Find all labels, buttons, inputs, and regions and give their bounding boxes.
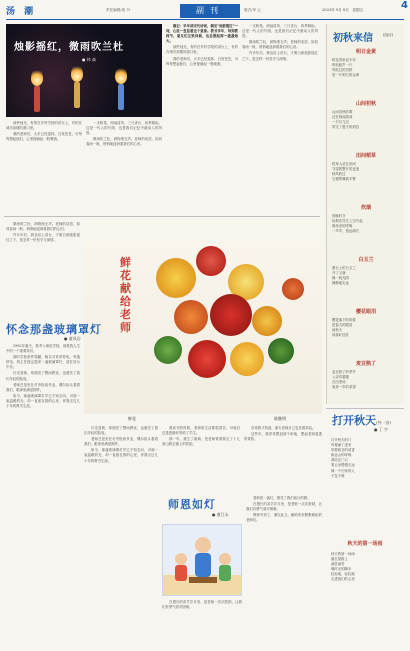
poem-line: 樱花落下的时候 bbox=[332, 318, 356, 322]
article-text-column bbox=[6, 222, 80, 316]
poem-line: 轻轻地，轻轻地 bbox=[331, 572, 355, 577]
poem-line: 带走了夏天的消息 bbox=[332, 125, 360, 130]
paragraph: 如今，那盏玻璃罩灯早已不知去向，可那一束温暖的光，却一直留在我的心里，伴我走过几十年的教书生涯。 bbox=[84, 448, 158, 463]
poem-section bbox=[327, 100, 405, 130]
article-text-column bbox=[162, 426, 322, 492]
sidebar-title: 初秋来信 bbox=[333, 33, 373, 44]
poem-line: 而秋天 bbox=[332, 328, 343, 333]
article-candlelight bbox=[6, 24, 318, 212]
photo-credit: 陈继明 bbox=[274, 416, 286, 421]
poem-line: 还在林间游荡 bbox=[332, 115, 353, 120]
section-divider bbox=[326, 408, 404, 409]
paragraph: 我的老师们，大多已经退休，白发苍苍，可每每想起他们，心里便涌起一股暖流。 bbox=[6, 132, 82, 142]
poem-title: 山间初秋 bbox=[355, 101, 376, 107]
poem-line: 落在屋檐上 bbox=[331, 557, 348, 562]
poem-line: 用落叶回应 bbox=[332, 333, 349, 338]
poem-title: 炊烟 bbox=[360, 205, 371, 211]
article-byline: ● 丁 宇 bbox=[374, 427, 389, 432]
poem-line: 稻花香里说丰年 bbox=[332, 58, 356, 62]
poem-lines bbox=[326, 552, 404, 583]
poem-line: 看云朵慢慢走远 bbox=[331, 463, 355, 468]
paragraph: 许多年后，我也站上讲台，才明白那烛影摇红之下，是怎样一份坚守与深情。 bbox=[6, 233, 80, 243]
poem-line: 静静地走远 bbox=[332, 281, 349, 286]
poem-line: 山间初秋的雾 bbox=[332, 110, 353, 114]
poem-line: 像时光的脚步 bbox=[331, 567, 352, 572]
photo-caption: 鲜花 bbox=[128, 416, 136, 421]
poem-line: 像一段光阴 bbox=[332, 276, 349, 281]
flame-icon bbox=[31, 68, 43, 86]
poem-title: 樱花眼泪 bbox=[355, 309, 376, 315]
rose-icon bbox=[196, 246, 226, 276]
poem-section bbox=[327, 360, 405, 390]
paragraph: 一支粉笔，两袖清风，三尺讲台，四季耕耘。这是一代人的写照，也是我们记忆中最动人的风景。 bbox=[86, 121, 162, 136]
leaf-icon bbox=[154, 336, 182, 364]
editor-credit: 责任编辑/周 丹 bbox=[106, 8, 130, 12]
article-title bbox=[332, 412, 391, 428]
poem-section bbox=[327, 256, 405, 286]
teacher-students-icon bbox=[163, 525, 242, 596]
paragraph: 老师是一盏灯，照亮了我们前行的路。 bbox=[253, 496, 311, 500]
poem-line: 不急不缓 bbox=[331, 473, 345, 478]
article-text-column bbox=[162, 600, 242, 644]
poem-line: 炊烟在村庄上空升起 bbox=[332, 219, 363, 224]
paragraph: 老师总是坐在灯旁批改作业，偶尔抬头看看我们，眼神里满是期许。 bbox=[6, 382, 80, 392]
poem-line: 父亲弯着腰 bbox=[332, 375, 349, 380]
publication-date: 2023年 9月 8日 星期五 bbox=[322, 8, 364, 12]
poem-line: 像母亲的呼唤 bbox=[332, 224, 353, 229]
poem-line: 是一片明日的金黄 bbox=[332, 73, 360, 78]
poem-line: 秋天的第一场雨 bbox=[331, 552, 355, 556]
paragraph: 这些年，我常常想起那个雨夜，想起老师湿透的背影。 bbox=[244, 432, 322, 442]
article-text-column bbox=[166, 24, 238, 212]
candle-icon bbox=[118, 84, 124, 110]
poem-line: 走进我们的心里 bbox=[331, 577, 355, 582]
article-lead: 题记：早年读宋代诗词，偶见“烛影摇红”一词，心里一直挂着这个意象。教书多年，每到教师节，朋友们互致问候，也总想起那一盏盏烛火。 bbox=[166, 24, 238, 44]
poem-lines bbox=[327, 214, 405, 234]
paragraph: 我的老师们，大多已经退休，白发苍苍，可每每想起他们，心里便涌起一股暖流。 bbox=[166, 56, 238, 66]
poem-line: 带着稻谷的清香 bbox=[331, 448, 355, 453]
photo-vertical-title: 鲜花献给老师 bbox=[120, 256, 131, 334]
sunflower-icon bbox=[230, 342, 264, 376]
paragraph: 在漫长的求学岁月里，是老师一次次鼓励，让我们有勇气面对困难。 bbox=[246, 502, 322, 512]
page-number: 4 bbox=[401, 0, 408, 11]
paragraph: 那些烛光，有的在乡村学校的讲台上，有的在城市高楼的窗口里。 bbox=[6, 121, 82, 131]
paragraph: 微雨吹兰杜，润物细无声。老师的话语，如同春雨一般，悄悄地浸润着我们的心田。 bbox=[86, 137, 162, 147]
paragraph: 如今，那盏玻璃罩灯早已不知去向，可那一束温暖的光，却一直留在我的心里，伴我走过几十年的教书生涯。 bbox=[6, 393, 80, 409]
poem-line: 稻草人站在田间 bbox=[332, 162, 356, 166]
paragraph: 老师总是坐在灯旁批改作业，偶尔抬头看看我们，眼神里满是期许。 bbox=[84, 437, 158, 447]
flower-photo bbox=[84, 218, 322, 414]
poem-lines bbox=[327, 266, 405, 286]
paragraph: 在漫长的求学岁月里，是老师一次次鼓励，让我们有勇气面对困难。 bbox=[162, 600, 242, 610]
poem-lines bbox=[327, 162, 405, 182]
poem-line: 一声声，悠远绵长 bbox=[332, 229, 360, 234]
article-open-autumn bbox=[326, 412, 404, 648]
article-text-column bbox=[6, 121, 162, 212]
poem-lines bbox=[326, 438, 404, 479]
poem-line: 秋风吹过 bbox=[332, 172, 346, 177]
page-header bbox=[6, 3, 404, 20]
paragraph: 微雨吹兰杜，润物细无声。老师的话语，如同春雨一般，悄悄地浸润着我们的心田。 bbox=[6, 222, 80, 232]
rose-icon bbox=[210, 294, 252, 336]
poem-line: 打开秋天的门 bbox=[331, 438, 352, 442]
poem-line: 窗台上的白玉兰 bbox=[332, 266, 356, 270]
poem-line: 和远山的呼唤 bbox=[331, 453, 352, 458]
poem-line: 是春天的眼泪 bbox=[332, 323, 353, 328]
poem-line: 滴答滴答 bbox=[331, 562, 345, 567]
paragraph: 一支粉笔，两袖清风，三尺讲台，四季耕耘。这是一代人的写照，也是我们记忆中最动人的风景。 bbox=[242, 24, 318, 39]
poem-lines bbox=[327, 318, 405, 338]
paragraph: 灯光昏黄，却照亮了整间教室，也照亮了我们年轻的脸庞。 bbox=[6, 371, 80, 381]
sidebar-subtitle: (组诗) bbox=[383, 33, 393, 37]
poem-title: 白玉兰 bbox=[358, 257, 374, 263]
article-byline: ● 童风岩 bbox=[64, 336, 81, 341]
poem-line: 麦豆熟了的季节 bbox=[332, 370, 356, 374]
poem-lines bbox=[327, 370, 405, 390]
poem-title: 田间稻草 bbox=[355, 153, 376, 159]
poem-section bbox=[327, 308, 405, 338]
poem-section bbox=[327, 48, 405, 78]
article-text-column bbox=[246, 496, 322, 644]
paragraph: 我读书的时候，老师的生活都很清苦，可他们总是把最好的给了学生。 bbox=[162, 426, 240, 436]
poem-line: 一只鸟飞过 bbox=[332, 120, 349, 125]
layout-credit: 版式/李 云 bbox=[244, 8, 261, 12]
poem-line: 收获一年的希望 bbox=[332, 385, 356, 390]
leaf-icon bbox=[268, 338, 294, 364]
section-title: 副刊 bbox=[180, 4, 240, 18]
poem-line: 守望着整片的麦浪 bbox=[332, 167, 360, 172]
poem-line: 风吹过的田野 bbox=[332, 68, 353, 73]
paragraph: 那些烛光，有的在乡村学校的讲台上，有的在城市高楼的窗口里。 bbox=[166, 45, 238, 55]
candle-icon bbox=[74, 82, 80, 108]
article-byline: ● 林 森 bbox=[82, 57, 97, 62]
poem-line: 我站在门口 bbox=[331, 458, 348, 463]
title-suffix: (外一首) bbox=[376, 420, 392, 425]
sunflower-icon bbox=[252, 306, 282, 336]
poem-lines bbox=[327, 110, 405, 130]
article-text-column bbox=[242, 24, 318, 212]
poem-section bbox=[327, 152, 405, 182]
poem-line: 像一个归家的人 bbox=[331, 468, 355, 473]
poem-title: 麦豆熟了 bbox=[355, 361, 376, 367]
article-title: 怀念那盏玻璃罩灯 bbox=[6, 323, 102, 336]
teacher-illustration bbox=[162, 524, 242, 596]
title-text: 打开秋天 bbox=[332, 414, 376, 427]
article-title: 师恩如灯 bbox=[168, 498, 216, 511]
paragraph: 许多年后，我也站上讲台，才明白那烛影摇红之下，是怎样一份坚守与深情。 bbox=[242, 51, 318, 61]
rose-icon bbox=[282, 278, 304, 300]
poetry-sidebar bbox=[326, 24, 404, 404]
candle-photo bbox=[6, 24, 162, 117]
poem-line: 傍晚时分 bbox=[332, 214, 346, 218]
rose-icon bbox=[188, 340, 226, 378]
poem-title: 明日金黄 bbox=[355, 49, 376, 55]
paragraph: 后来我才知道，那天老师自己也发着高烧。 bbox=[251, 426, 316, 430]
poem-section bbox=[327, 204, 405, 234]
article-text-column bbox=[6, 344, 80, 644]
section-divider bbox=[4, 216, 320, 217]
poem-line: 在田垄间 bbox=[332, 380, 346, 385]
paragraph: 1982年夏天，我考入师范学校，那是我人生中的一个重要转折。 bbox=[6, 344, 80, 354]
article-title: 烛影摇红，微雨吹兰杜 bbox=[14, 42, 124, 53]
rose-icon bbox=[174, 300, 208, 334]
article-text-column bbox=[84, 426, 158, 644]
paragraph: 那一年，我生了重病，是老师背着我走了十几里山路去镇上的医院。 bbox=[162, 437, 240, 447]
poem-line: 它便挥舞着手臂 bbox=[332, 177, 356, 182]
sunflower-icon bbox=[156, 258, 196, 298]
poem-title: 秋天的第一场雨 bbox=[347, 541, 383, 547]
candle-icon bbox=[34, 86, 40, 112]
paragraph: 灯光昏黄，却照亮了整间教室，也照亮了我们年轻的脸庞。 bbox=[84, 426, 158, 436]
poem-lines bbox=[327, 58, 405, 78]
paragraph: 那时学校条件简陋，晚自习常常停电。每逢停电，班主任便会提来一盏玻璃罩灯，放在讲台中央。 bbox=[6, 355, 80, 370]
article-byline: ● 唐江永 bbox=[212, 512, 229, 517]
newspaper-brand: 汤 潮 bbox=[6, 7, 37, 17]
flame-icon bbox=[115, 66, 127, 84]
flame-icon bbox=[71, 64, 83, 82]
paragraph: 微雨吹兰杜，润物细无声。老师的话语，如同春雨一般，悄悄地浸润着我们的心田。 bbox=[242, 40, 318, 50]
poem-line: 风便涌了进来 bbox=[331, 443, 352, 448]
poem-line: 开了又谢 bbox=[332, 271, 346, 276]
poem-line: 听取蛙声一片 bbox=[332, 63, 353, 68]
paragraph: 教师节到了，谨以此文，献给所有默默耕耘的老师们。 bbox=[246, 513, 322, 523]
